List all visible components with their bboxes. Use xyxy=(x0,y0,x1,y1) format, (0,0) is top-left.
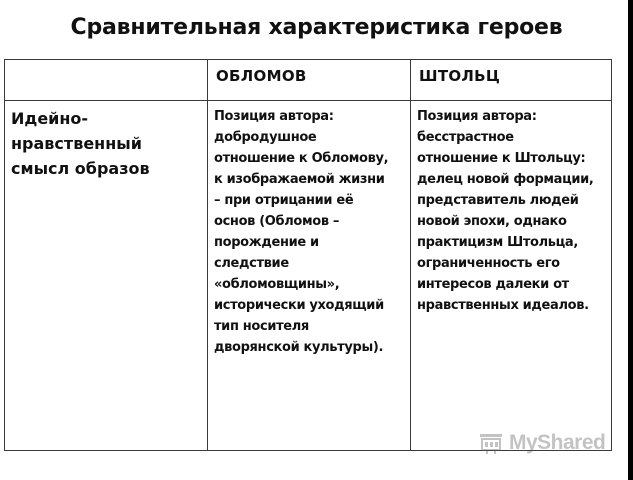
comparison-table xyxy=(4,59,612,451)
header-cell-stolz xyxy=(411,60,612,101)
header-cell-oblomov xyxy=(208,60,411,101)
header-label-empty xyxy=(5,60,207,67)
header-label-stolz: ШТОЛЬЦ xyxy=(419,67,501,85)
table-row xyxy=(5,101,612,451)
right-edge-border xyxy=(628,0,633,480)
table-header-row xyxy=(5,60,612,101)
stolz-cell xyxy=(411,101,612,451)
myshared-logo-icon xyxy=(478,431,504,455)
slide-title: Сравнительная характеристика героев xyxy=(70,15,563,40)
header-cell-empty xyxy=(5,60,208,101)
row-label: Идейно- нравственный смысл образов xyxy=(11,109,150,178)
row-label-cell xyxy=(5,101,208,451)
myshared-watermark xyxy=(478,428,605,458)
oblomov-text: Позиция автора: добродушное отношение к Обломову, к изображаемой жизни – при отрицании её основ (Обломов – порождение и следствие «обломовщины», исторически уходящий тип носителя дворянской культуры). xyxy=(214,109,389,355)
watermark-text: MyShared xyxy=(509,431,606,454)
header-label-oblomov: ОБЛОМОВ xyxy=(216,67,307,85)
oblomov-cell xyxy=(208,101,411,451)
stolz-text: Позиция автора: бесстрастное отношение к Штольцу: делец новой формации, представитель людей новой эпохи, однако практицизм Штольца, ограниченность его интересов далеки от нравственных идеалов. xyxy=(417,109,594,313)
